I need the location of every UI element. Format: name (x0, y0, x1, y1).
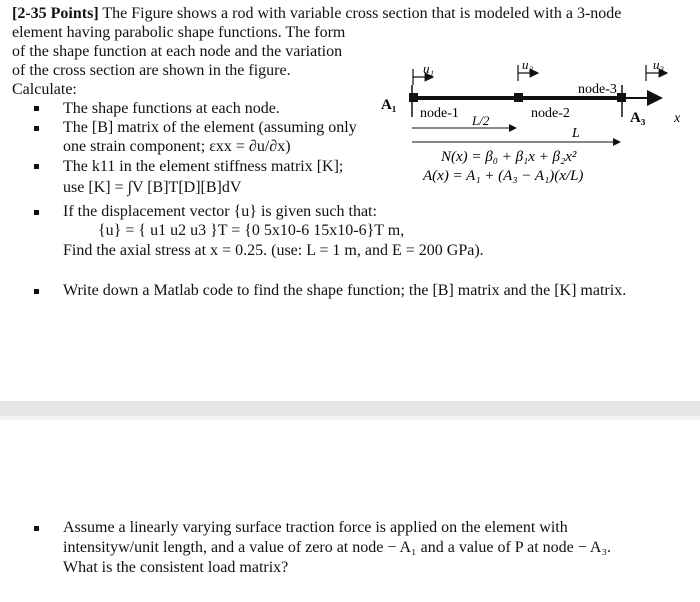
node-3-square (617, 93, 626, 102)
area-equation: A(x) = A₁ + (A₃ − A₁)(x/L) (423, 168, 584, 184)
bullet-shape-functions: The shape functions at each node. (63, 100, 280, 117)
problem-intro-line-1 (12, 4, 621, 23)
traction-line-3: What is the consistent load matrix? (63, 559, 289, 576)
node-2-square (514, 93, 523, 102)
a3-label: A₃ (630, 110, 646, 126)
axial-stress-question: Find the axial stress at x = 0.25. (use: L = 1 m, and E = 200 GPa). (63, 242, 484, 259)
node-1-square (409, 93, 418, 102)
bullet-b-matrix: The [B] matrix of the element (assuming only (63, 119, 357, 136)
traction-line-2: intensityw/unit length, and a value of zero at node − A₁ and a value of P at node − A₃. (63, 539, 612, 556)
l-label: L (572, 126, 580, 141)
u1-label: u₁ (423, 61, 435, 76)
intro-text-2: element having parabolic shape functions. The form (12, 24, 346, 41)
u2-label: u₂ (522, 57, 534, 72)
intro-text-3: of the shape function at each node and the variation (12, 43, 343, 60)
x-axis-label: x (674, 111, 681, 126)
calculate-label: Calculate: (12, 81, 77, 98)
rod-figure (375, 55, 695, 190)
bullet-dot (34, 289, 39, 294)
u3-label: u₃ (653, 57, 665, 72)
half-l-label: L/2 (472, 113, 490, 128)
bullet-dot (34, 106, 39, 111)
section-divider-shadow (0, 416, 700, 420)
bullet-dot (34, 164, 39, 169)
section-divider (0, 401, 700, 416)
bullet-dot (34, 210, 39, 215)
intro-text-1: The Figure shows a rod with variable cross section that is modeled with a 3-node (102, 5, 622, 22)
bullet-displacement: If the displacement vector {u} is given such that: (63, 203, 377, 220)
displacement-vector: {u} = { u1 u2 u3 }T = {0 5x10-6 15x10-6}T m, (98, 222, 405, 239)
bullet-dot (34, 526, 39, 531)
intro-text-4: of the cross section are shown in the figure. (12, 62, 291, 79)
bullet-k11: The k11 in the element stiffness matrix [K]; (63, 158, 344, 175)
bullet-k-formula: use [K] = ∫V [B]T[D][B]dV (63, 179, 242, 196)
a1-label: A₁ (381, 97, 397, 113)
points-label: [2-35 Points] (12, 5, 99, 22)
shape-function-equation: N(x) = β₀ + β₁x + β₂x² (441, 149, 577, 165)
node-1-label: node-1 (420, 106, 459, 121)
bullet-dot (34, 126, 39, 131)
node-2-label: node-2 (531, 106, 570, 121)
bullet-b-matrix-cont: one strain component; εxx = ∂u/∂x) (63, 138, 291, 155)
traction-line-1: Assume a linearly varying surface traction force is applied on the element with (63, 519, 568, 536)
bullet-matlab: Write down a Matlab code to find the shape function; the [B] matrix and the [K] matrix. (63, 282, 627, 299)
node-3-label: node-3 (578, 82, 617, 97)
